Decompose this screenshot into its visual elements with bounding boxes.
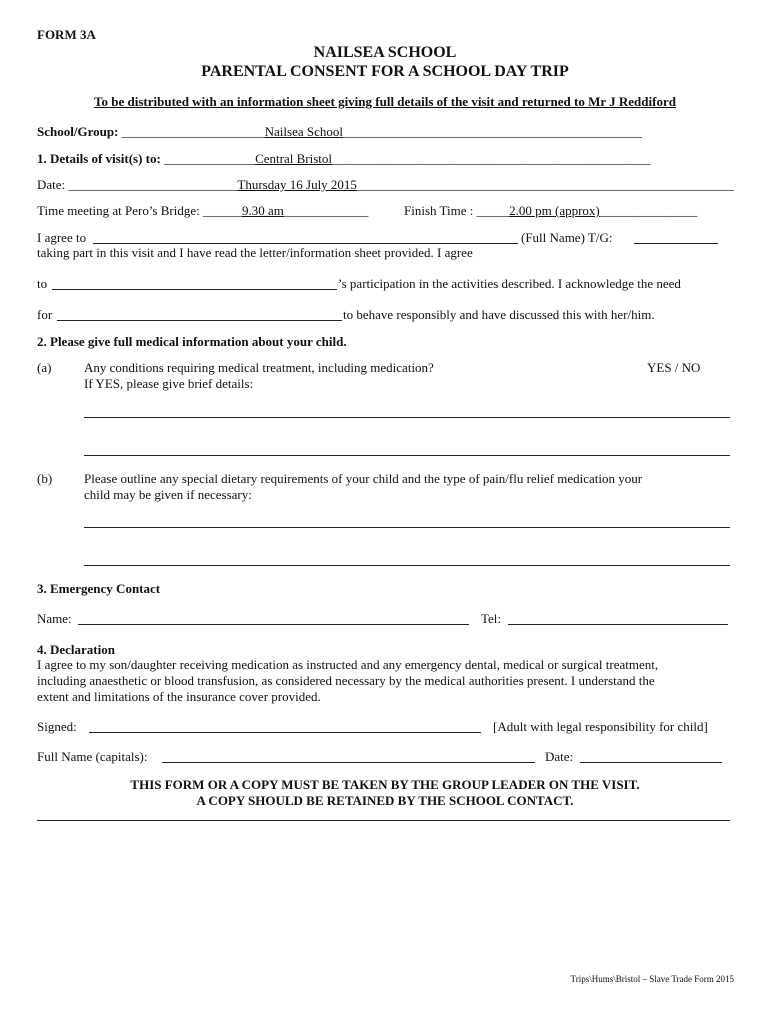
date-label: Date: bbox=[37, 177, 69, 192]
meeting-time-pre-blank: ______ bbox=[202, 203, 242, 218]
page-title: PARENTAL CONSENT FOR A SCHOOL DAY TRIP bbox=[201, 63, 569, 80]
visit-post-blank: _________________________________________________ bbox=[332, 151, 651, 166]
medical-details-line-2[interactable] bbox=[84, 455, 730, 456]
medical-details-prompt: If YES, please give brief details: bbox=[84, 376, 254, 391]
finish-time-field[interactable]: 2.00 pm (approx) bbox=[509, 203, 600, 218]
meeting-time-label: Time meeting at Pero’s Bridge: bbox=[37, 203, 203, 218]
group-leader-notice: THIS FORM OR A COPY MUST BE TAKEN BY THE GROUP LEADER ON THE VISIT. bbox=[130, 777, 640, 792]
school-contact-notice: A COPY SHOULD BE RETAINED BY THE SCHOOL CONTACT. bbox=[196, 793, 574, 808]
distribution-instruction: To be distributed with an information sheet giving full details of the visit and returned to Mr J Reddiford bbox=[94, 94, 676, 109]
form-code: FORM 3A bbox=[37, 27, 96, 42]
school-group-pre-blank: ______________________ bbox=[121, 124, 265, 139]
visit-pre-blank: ______________ bbox=[164, 151, 256, 166]
file-path-footer: Trips\Hums\Bristol – Slave Trade Form 2015 bbox=[570, 974, 734, 984]
school-group-post-blank: ______________________________________________ bbox=[342, 124, 642, 139]
participant-name-field[interactable] bbox=[52, 289, 337, 290]
school-group-row bbox=[37, 124, 642, 139]
date-row bbox=[37, 177, 734, 192]
date-field[interactable]: Thursday 16 July 2015 bbox=[237, 177, 357, 192]
medical-details-line-1[interactable] bbox=[84, 417, 730, 418]
question-b-label: (b) bbox=[37, 471, 53, 486]
signed-label: Signed: bbox=[37, 719, 77, 734]
school-name-title: NAILSEA SCHOOL bbox=[313, 44, 457, 61]
emergency-tel-field[interactable] bbox=[508, 624, 728, 625]
medical-section-heading: 2. Please give full medical information about your child. bbox=[37, 334, 347, 349]
finish-time-pre-blank: _____ bbox=[476, 203, 510, 218]
meeting-time-post-blank: _____________ bbox=[283, 203, 369, 218]
school-group-label: School/Group: bbox=[37, 124, 122, 139]
finish-time-row bbox=[404, 203, 697, 218]
question-a-label: (a) bbox=[37, 360, 52, 375]
finish-time-label: Finish Time : bbox=[404, 203, 477, 218]
signature-field[interactable] bbox=[89, 732, 481, 733]
declaration-date-field[interactable] bbox=[580, 762, 722, 763]
date-post-blank: __________________________________________________________ bbox=[356, 177, 734, 192]
medical-conditions-question: Any conditions requiring medical treatment, including medication? bbox=[84, 360, 434, 375]
footer-divider bbox=[37, 820, 730, 821]
declaration-text-line-2: including anaesthetic or blood transfusion, as considered necessary by the medical authorities present. I understand the bbox=[37, 673, 655, 688]
emergency-name-label: Name: bbox=[37, 611, 72, 626]
meeting-time-field[interactable]: 9.30 am bbox=[241, 203, 284, 218]
participation-to-label: to bbox=[37, 276, 48, 291]
emergency-contact-heading: 3. Emergency Contact bbox=[37, 581, 161, 596]
emergency-name-field[interactable] bbox=[78, 624, 469, 625]
participation-statement: ’s participation in the activities described. I acknowledge the need bbox=[338, 276, 681, 291]
visit-details-row bbox=[37, 151, 651, 166]
dietary-question-line-2: child may be given if necessary: bbox=[84, 487, 252, 502]
agree-label: I agree to bbox=[37, 230, 87, 245]
emergency-tel-label: Tel: bbox=[481, 611, 502, 626]
dietary-details-line-1[interactable] bbox=[84, 527, 730, 528]
declaration-text-line-3: extent and limitations of the insurance cover provided. bbox=[37, 689, 321, 704]
child-name-field[interactable] bbox=[93, 243, 518, 244]
declaration-text-line-1: I agree to my son/daughter receiving medication as instructed and any emergency dental, medical or surgical treatment, bbox=[37, 657, 659, 672]
behaviour-name-field[interactable] bbox=[57, 320, 342, 321]
full-name-capitals-field[interactable] bbox=[162, 762, 535, 763]
time-row bbox=[37, 203, 368, 218]
finish-time-post-blank: _______________ bbox=[599, 203, 698, 218]
dietary-details-line-2[interactable] bbox=[84, 565, 730, 566]
visit-details-label: 1. Details of visit(s) to: bbox=[37, 151, 165, 166]
signed-note: [Adult with legal responsibility for child] bbox=[493, 719, 708, 734]
dietary-question-line-1: Please outline any special dietary requirements of your child and the type of pain/flu relief medication your bbox=[84, 471, 643, 486]
full-name-tg-label: (Full Name) T/G: bbox=[521, 230, 613, 245]
full-name-capitals-label: Full Name (capitals): bbox=[37, 749, 148, 764]
agree-statement: taking part in this visit and I have read the letter/information sheet provided. I agree bbox=[37, 245, 473, 260]
declaration-date-label: Date: bbox=[545, 749, 574, 764]
declaration-heading: 4. Declaration bbox=[37, 642, 115, 657]
date-pre-blank: __________________________ bbox=[68, 177, 238, 192]
tutor-group-field[interactable] bbox=[634, 243, 718, 244]
yes-no-option[interactable]: YES / NO bbox=[647, 360, 701, 375]
behaviour-statement: to behave responsibly and have discussed this with her/him. bbox=[343, 307, 655, 322]
visit-destination-field[interactable]: Central Bristol bbox=[255, 151, 333, 166]
school-group-field[interactable]: Nailsea School bbox=[264, 124, 343, 139]
behaviour-for-label: for bbox=[37, 307, 53, 322]
